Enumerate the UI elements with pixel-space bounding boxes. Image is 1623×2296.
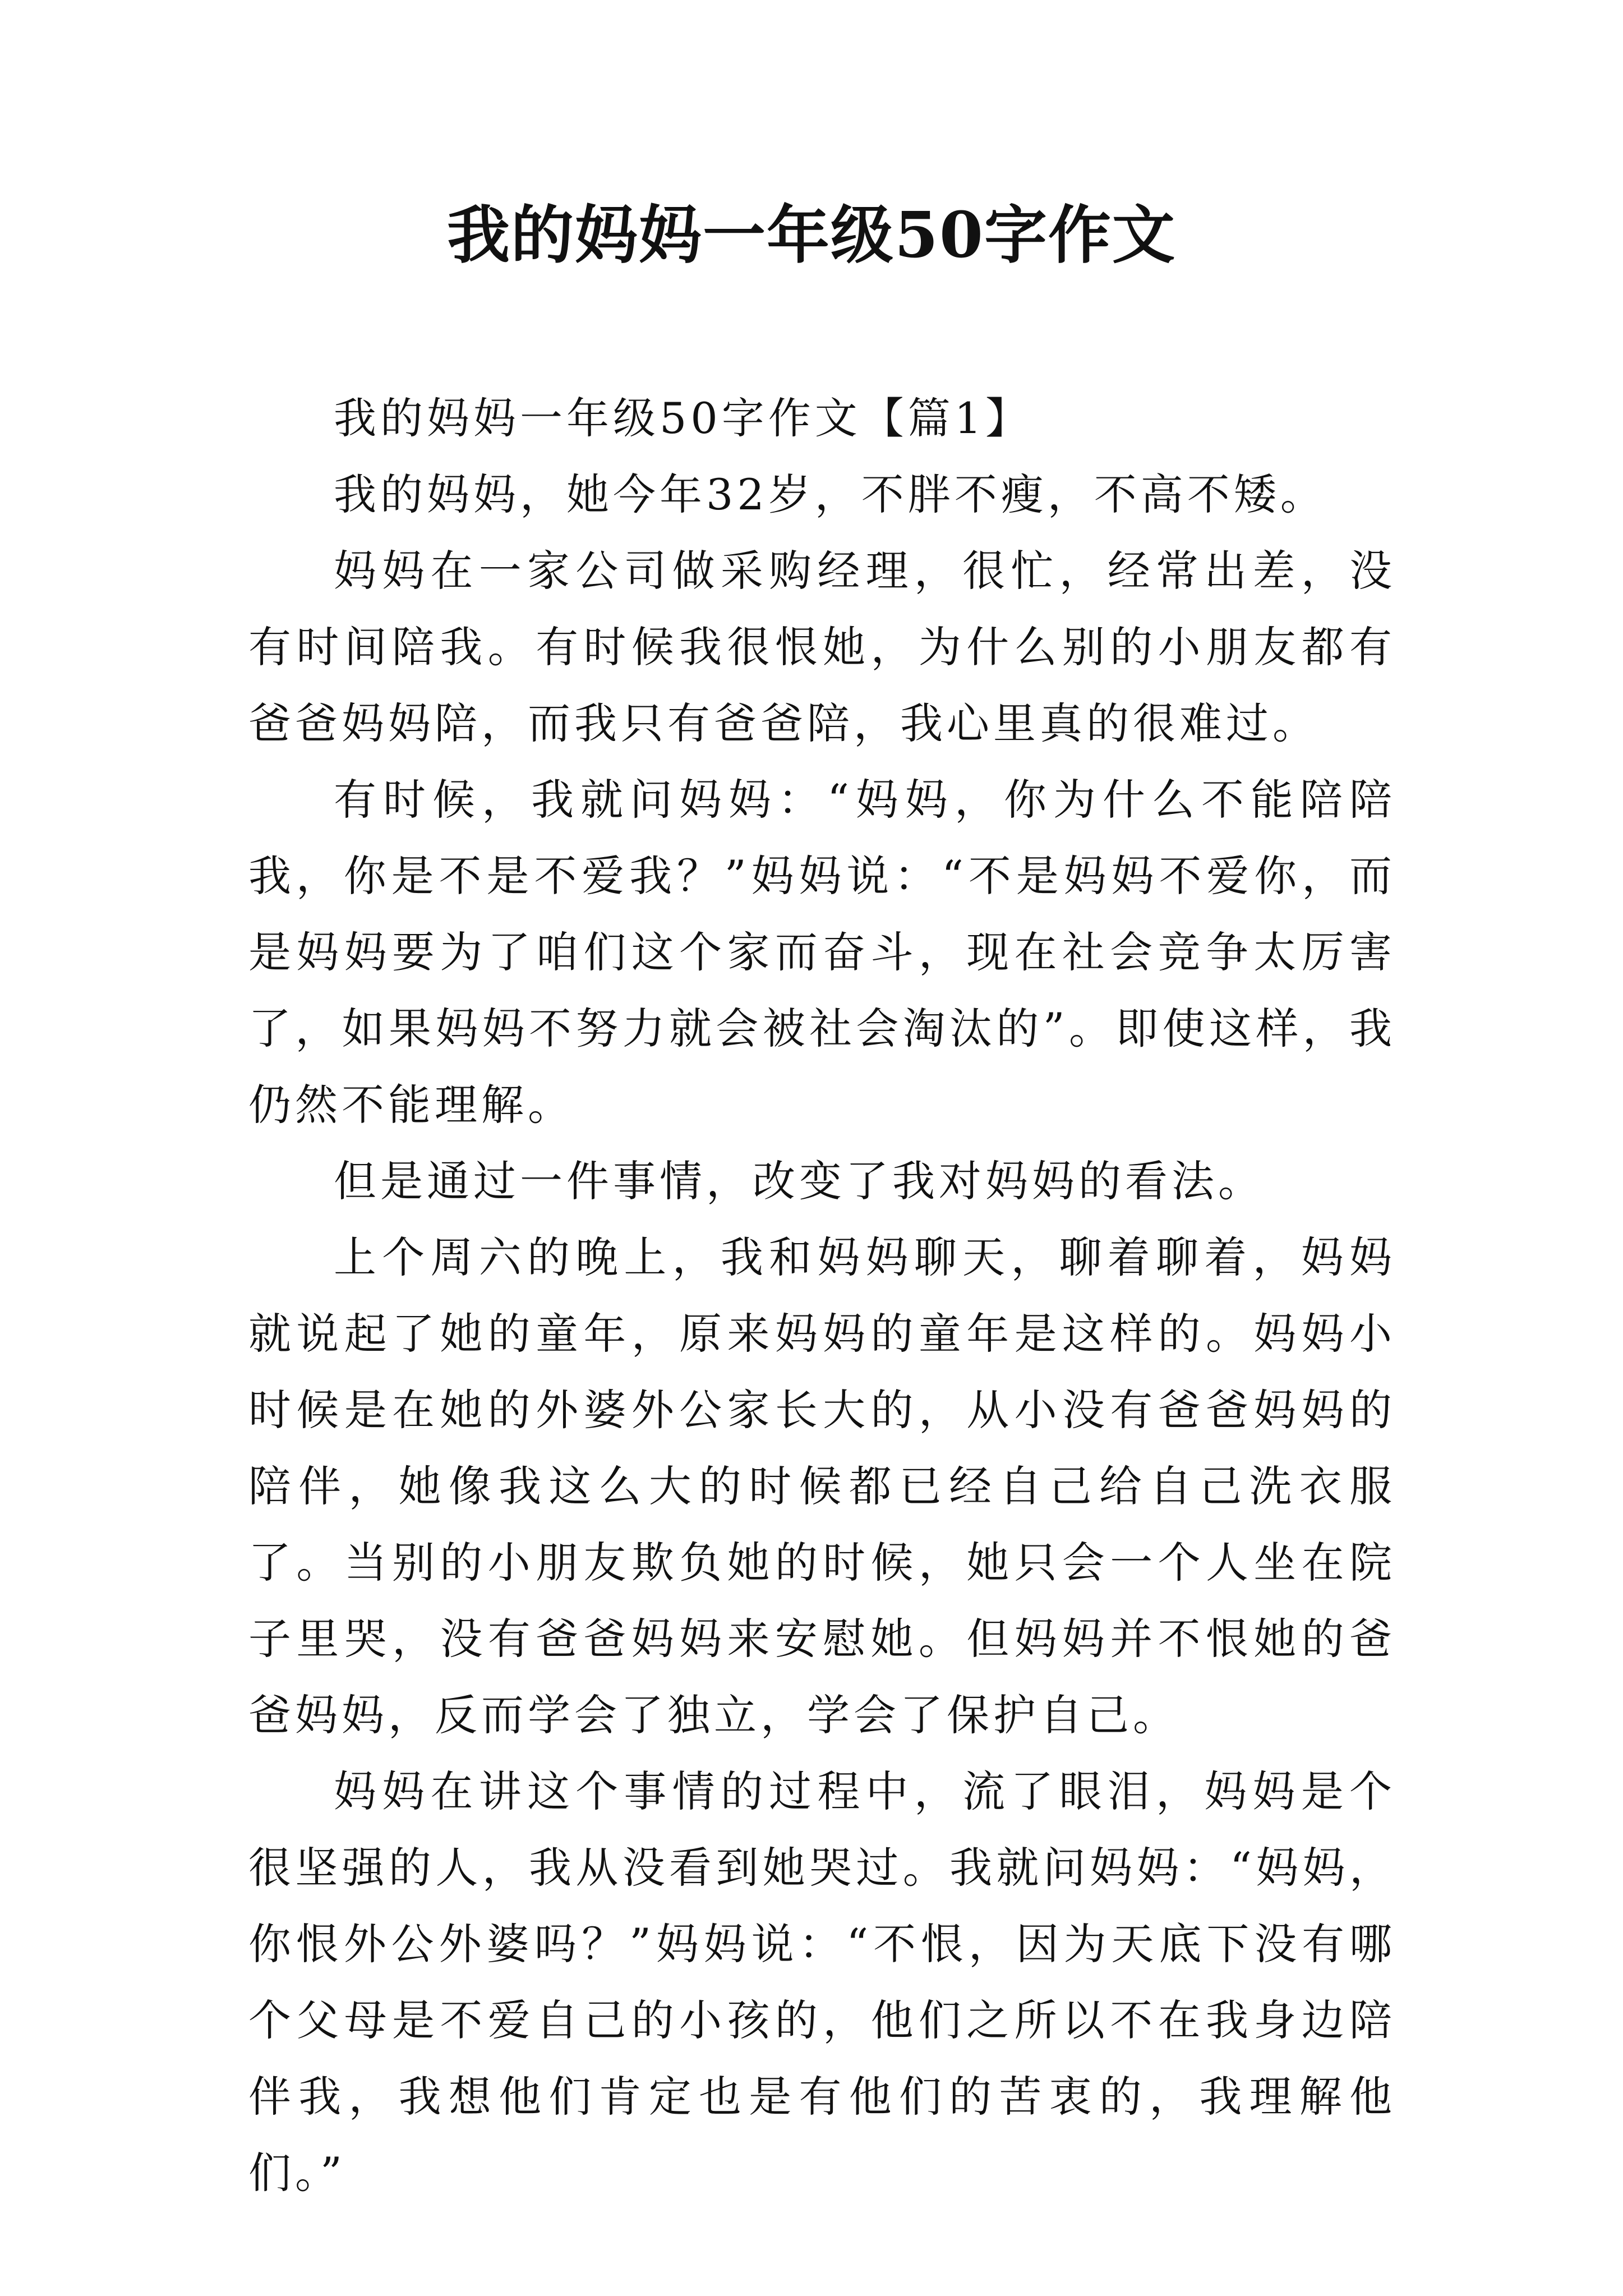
paragraph: 有时候，我就问妈妈：“妈妈，你为什么不能陪陪我，你是不是不爱我？”妈妈说：“不是妈妈不爱你，而是妈妈要为了咱们这个家而奋斗，现在社会竞争太厉害了，如果妈妈不努力就会被社会淘汰的”。即使这样，我仍然不能理解。 [248, 775, 1396, 1130]
paragraph: 我的妈妈，她今年32岁，不胖不瘦，不高不矮。 [334, 470, 1327, 519]
section-heading: 我的妈妈一年级50字作文【篇1】 [334, 393, 1032, 443]
document-body [248, 380, 1396, 2211]
document-title: 我的妈妈一年级50字作文 [447, 199, 1176, 272]
paragraph: 上个周六的晚上，我和妈妈聊天，聊着聊着，妈妈就说起了她的童年，原来妈妈的童年是这样的。妈妈小时候是在她的外婆外公家长大的，从小没有爸爸妈妈的陪伴，她像我这么大的时候都已经自己给自己洗衣服了。当别的小朋友欺负她的时候，她只会一个人坐在院子里哭，没有爸爸妈妈来安慰她。但妈妈并不恨她的爸爸妈妈，反而学会了独立，学会了保护自己。 [248, 1232, 1396, 1740]
paragraph: 但是通过一件事情，改变了我对妈妈的看法。 [334, 1156, 1265, 1206]
paragraph: 妈妈在讲这个事情的过程中，流了眼泪，妈妈是个很坚强的人，我从没看到她哭过。我就问妈妈：“妈妈，你恨外公外婆吗？”妈妈说：“不恨，因为天底下没有哪个父母是不爱自己的小孩的，他们之所以不在我身边陪伴我，我想他们肯定也是有他们的苦衷的，我理解他们。” [248, 1766, 1396, 2198]
paragraph: 妈妈在一家公司做采购经理，很忙，经常出差，没有时间陪我。有时候我很恨她，为什么别的小朋友都有爸爸妈妈陪，而我只有爸爸陪，我心里真的很难过。 [248, 546, 1396, 748]
